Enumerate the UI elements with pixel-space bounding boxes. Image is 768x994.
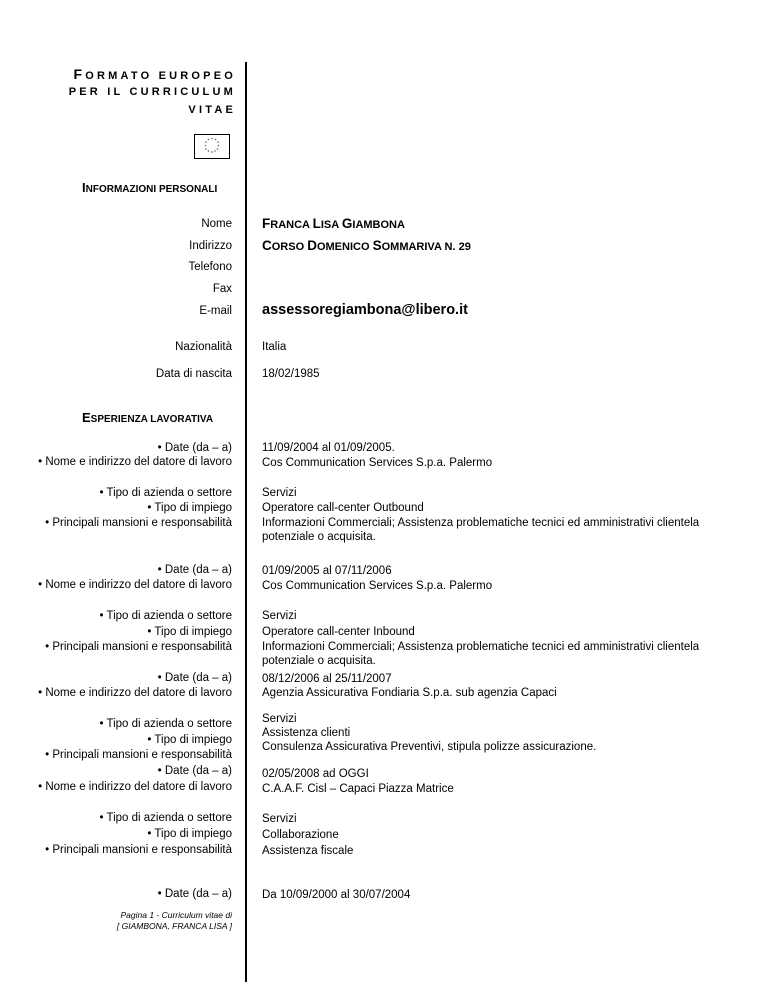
job2-employer: Cos Communication Services S.p.a. Palermo (262, 580, 493, 592)
svg-text:*: * (207, 149, 210, 155)
job3-label-duties: • Principali mansioni e responsabilità (45, 749, 232, 761)
job2-duties: Informazioni Commerciali; Assistenza problematiche tecnici ed amministrativi clientela potenziale o acquisita. (262, 641, 700, 667)
job1-label-sector: • Tipo di azienda o settore (99, 487, 232, 499)
job4-label-sector: • Tipo di azienda o settore (99, 812, 232, 824)
job1-date: 11/09/2004 al 01/09/2005. (262, 442, 395, 454)
vertical-divider (245, 62, 247, 982)
label-nome: Nome (201, 218, 232, 230)
job1-employer: Cos Communication Services S.p.a. Palermo (262, 457, 493, 469)
job1-label-date: • Date (da – a) (157, 442, 232, 454)
job3-employer: Agenzia Assicurativa Fondiaria S.p.a. sub agenzia Capaci (262, 687, 557, 699)
job2-date: 01/09/2005 al 07/11/2006 (262, 565, 392, 577)
label-email: E-mail (199, 305, 232, 317)
svg-text:*: * (214, 138, 217, 143)
svg-text:*: * (217, 144, 220, 149)
email-value: assessoregiambona@libero.it (262, 302, 468, 318)
job5-date: Da 10/09/2000 al 30/07/2004 (262, 889, 411, 901)
svg-text:*: * (217, 140, 219, 146)
job1-sector: Servizi (262, 487, 297, 499)
job2-sector: Servizi (262, 610, 297, 622)
svg-text:*: * (205, 147, 207, 153)
job4-role: Collaborazione (262, 829, 339, 841)
job3-duties: Consulenza Assicurativa Preventivi, stipula polizze assicurazione. (262, 741, 597, 753)
job4-label-date: • Date (da – a) (157, 765, 232, 777)
nascita-value: 18/02/1985 (262, 368, 320, 380)
job1-duties: Informazioni Commerciali; Assistenza problematiche tecnici ed amministrativi clientela potenziale o acquisita. (262, 517, 700, 543)
job2-label-sector: • Tipo di azienda o settore (99, 610, 232, 622)
job3-label-date: • Date (da – a) (157, 672, 232, 684)
job1-role: Operatore call-center Outbound (262, 502, 424, 514)
job1-label-employer: • Nome e indirizzo del datore di lavoro (38, 456, 232, 468)
job4-duties: Assistenza fiscale (262, 845, 354, 857)
job3-label-sector: • Tipo di azienda o settore (99, 718, 232, 730)
job2-label-role: • Tipo di impiego (147, 626, 232, 638)
header-line-1: FORMATO EUROPEO (73, 66, 236, 82)
job3-date: 08/12/2006 al 25/11/2007 (262, 673, 392, 685)
header-line-2: PER IL CURRICULUM (68, 86, 236, 98)
svg-text:*: * (211, 137, 213, 142)
nazionalita-value: Italia (262, 341, 287, 353)
svg-text:*: * (214, 149, 216, 155)
label-telefono: Telefono (188, 261, 232, 273)
job4-date: 02/05/2008 ad OGGI (262, 768, 369, 780)
full-name: FRANCA LISA GIAMBONA (262, 216, 405, 231)
footer-line-1: Pagina 1 - Curriculum vitae di (120, 910, 232, 920)
job3-label-role: • Tipo di impiego (147, 734, 232, 746)
footer-line-2: [ GIAMBONA, FRANCA LISA ] (116, 921, 232, 931)
job4-sector: Servizi (262, 813, 297, 825)
job3-label-employer: • Nome e indirizzo del datore di lavoro (38, 687, 232, 699)
job3-role: Assistenza clienti (262, 727, 351, 739)
label-fax: Fax (212, 283, 232, 295)
eu-stars-icon (195, 135, 229, 158)
job4-label-role: • Tipo di impiego (147, 828, 232, 840)
header-line-3: VITAE (188, 104, 236, 116)
address: CORSO DOMENICO SOMMARIVA N. 29 (262, 238, 471, 253)
label-nazionalita: Nazionalità (175, 341, 232, 353)
job2-role: Operatore call-center Inbound (262, 626, 415, 638)
svg-text:*: * (204, 144, 207, 149)
eu-flag-icon (194, 134, 230, 159)
svg-text:*: * (205, 140, 207, 146)
job4-label-duties: • Principali mansioni e responsabilità (45, 844, 232, 856)
job2-label-duties: • Principali mansioni e responsabilità (45, 641, 232, 653)
personal-section-title: INFORMAZIONI PERSONALI (82, 180, 218, 195)
page-footer (117, 910, 232, 932)
experience-section-title: ESPERIENZA LAVORATIVA (82, 410, 214, 425)
svg-text:*: * (207, 138, 210, 143)
svg-text:*: * (211, 150, 213, 156)
job2-label-date: • Date (da – a) (157, 564, 232, 576)
job1-label-role: • Tipo di impiego (147, 502, 232, 514)
job2-label-employer: • Nome e indirizzo del datore di lavoro (38, 579, 232, 591)
job1-label-duties: • Principali mansioni e responsabilità (45, 517, 232, 529)
job4-employer: C.A.A.F. Cisl – Capaci Piazza Matrice (262, 783, 454, 795)
label-nascita: Data di nascita (155, 368, 232, 380)
job3-sector: Servizi (262, 713, 297, 725)
label-indirizzo: Indirizzo (189, 240, 232, 252)
job5-label-date: • Date (da – a) (157, 888, 232, 900)
svg-text:*: * (216, 147, 219, 153)
job4-label-employer: • Nome e indirizzo del datore di lavoro (38, 781, 232, 793)
